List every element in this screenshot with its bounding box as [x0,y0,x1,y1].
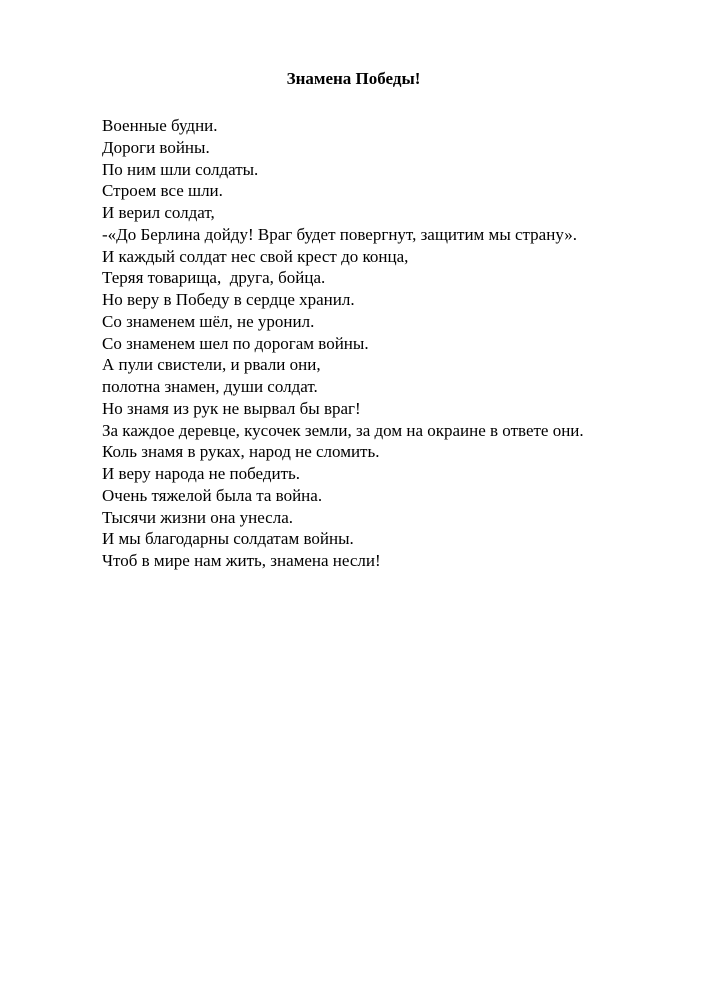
poem-line: полотна знамен, души солдат. [102,377,318,396]
poem-line: Дороги войны. [102,137,210,157]
poem-line: И мы благодарны солдатам войны. [102,529,354,549]
poem-line: И каждый солдат нес свой крест до конца, [102,246,409,266]
poem-line: Очень тяжелой была та война. [102,485,323,505]
poem-line: Строем все шли. [102,181,223,201]
poem-line: И верил солдат, [102,203,215,222]
poem-line: И веру народа не победить. [102,464,301,483]
poem-line: По ним шли солдаты. [102,159,259,179]
poem-line: Теряя товарища, друга, бойца. [102,268,326,288]
poem-line: А пули свистели, и рвали они, [102,355,321,375]
document-title: Знамена Победы! [286,69,421,88]
poem-line: Чтоб в мире нам жить, знамена несли! [102,551,381,570]
poem-body [102,115,584,572]
poem-line: Со знаменем шёл, не уронил. [102,311,315,331]
poem-line: Военные будни. [102,116,218,135]
poem-line: Но знамя из рук не вырвал бы враг! [102,398,361,418]
poem-line: Со знаменем шел по дорогам войны. [102,333,369,353]
poem-line: Тысячи жизни она унесла. [102,507,294,527]
poem-line: Коль знамя в руках, народ не сломить. [102,442,380,462]
poem-line: Но веру в Победу в сердце хранил. [102,290,355,309]
poem-line: -«До Берлина дойду! Враг будет повергнут, защитим мы страну». [102,224,577,244]
poem-line: За каждое деревце, кусочек земли, за дом на окраине в ответе они. [102,420,584,440]
